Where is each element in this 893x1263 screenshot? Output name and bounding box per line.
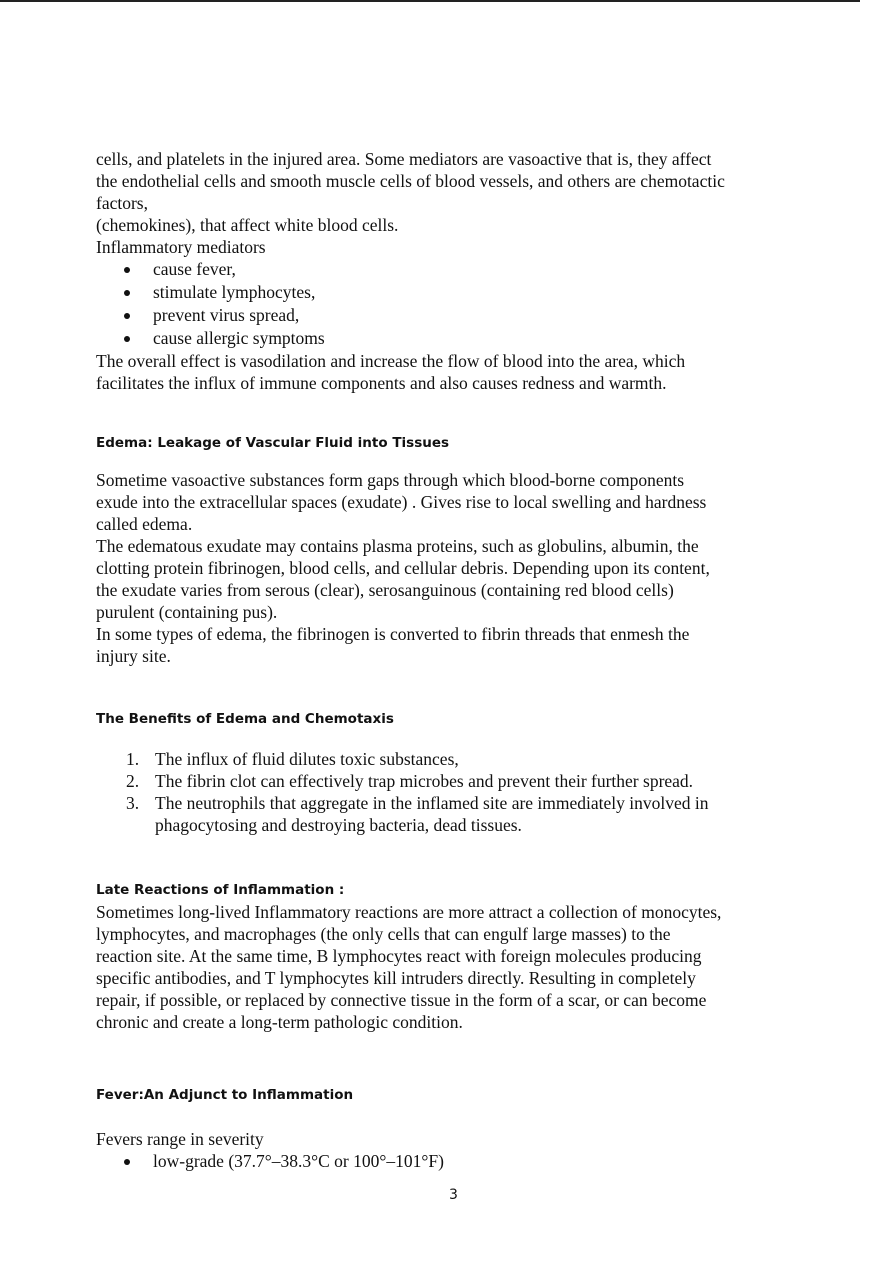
list-item [96, 304, 816, 327]
edema-line: exude into the extracellular spaces (exudate) . Gives rise to local swelling and hardness [96, 492, 707, 512]
intro-section [96, 148, 816, 394]
late-reactions-section [96, 901, 816, 1033]
list-item [96, 748, 816, 770]
intro-closing-line: The overall effect is vasodilation and increase the flow of blood into the area, which [96, 351, 686, 371]
list-item [96, 792, 816, 836]
edema-line: clotting protein fibrinogen, blood cells, and cellular debris. Depending upon its content, [96, 558, 710, 578]
bullet-icon [124, 336, 130, 342]
list-item-text: stimulate lymphocytes, [153, 282, 316, 302]
list-item-text: low-grade (37.7°–38.3°C or 100°–101°F) [153, 1151, 444, 1171]
edema-section [96, 469, 816, 667]
list-item-text: prevent virus spread, [153, 305, 300, 325]
bullet-icon [124, 290, 130, 296]
list-item [96, 327, 816, 350]
late-line: specific antibodies, and T lymphocytes kill intruders directly. Resulting in completely [96, 968, 696, 988]
late-line: lymphocytes, and macrophages (the only cells that can engulf large masses) to the [96, 924, 671, 944]
bullet-icon [124, 1159, 130, 1165]
list-item-text: cause fever, [153, 259, 236, 279]
intro-line: factors, [96, 193, 148, 213]
edema-line: called edema. [96, 514, 193, 534]
fever-section [96, 1128, 816, 1173]
intro-line: Inflammatory mediators [96, 237, 266, 257]
edema-heading: Edema: Leakage of Vascular Fluid into Tissues [96, 435, 450, 451]
intro-line: the endothelial cells and smooth muscle cells of blood vessels, and others are chemotactic [96, 171, 725, 191]
list-item-text: The neutrophils that aggregate in the inflamed site are immediately involved in [155, 793, 709, 813]
edema-line: In some types of edema, the fibrinogen is converted to fibrin threads that enmesh the [96, 624, 690, 644]
late-line: Sometimes long-lived Inflammatory reactions are more attract a collection of monocytes, [96, 902, 722, 922]
late-line: chronic and create a long-term pathologic condition. [96, 1012, 463, 1032]
intro-line: cells, and platelets in the injured area. Some mediators are vasoactive that is, they affect [96, 149, 712, 169]
bullet-icon [124, 313, 130, 319]
late-line: repair, if possible, or replaced by connective tissue in the form of a scar, or can become [96, 990, 707, 1010]
list-number: 2. [126, 771, 140, 791]
edema-line: injury site. [96, 646, 171, 666]
list-number: 3. [126, 793, 140, 813]
list-item-text: The fibrin clot can effectively trap microbes and prevent their further spread. [155, 771, 694, 791]
intro-line: (chemokines), that affect white blood cells. [96, 215, 399, 235]
list-number: 1. [126, 749, 140, 769]
list-item [96, 281, 816, 304]
page-number: 3 [449, 1187, 458, 1203]
list-item [96, 770, 816, 792]
fever-list [96, 1150, 816, 1173]
mediator-list [96, 258, 816, 350]
benefits-list [96, 748, 816, 836]
edema-line: Sometime vasoactive substances form gaps through which blood-borne components [96, 470, 685, 490]
benefits-section [96, 748, 816, 836]
benefits-heading: The Benefits of Edema and Chemotaxis [96, 711, 394, 727]
fever-heading: Fever:An Adjunct to Inflammation [96, 1087, 354, 1103]
edema-line: purulent (containing pus). [96, 602, 278, 622]
top-rule [0, 0, 860, 2]
edema-line: The edematous exudate may contains plasma proteins, such as globulins, albumin, the [96, 536, 699, 556]
bullet-icon [124, 267, 130, 273]
late-line: reaction site. At the same time, B lymphocytes react with foreign molecules producing [96, 946, 702, 966]
list-item [96, 1150, 816, 1173]
list-item-text: cause allergic symptoms [153, 328, 325, 348]
intro-closing-line: facilitates the influx of immune components and also causes redness and warmth. [96, 373, 667, 393]
edema-line: the exudate varies from serous (clear), serosanguinous (containing red blood cells) [96, 580, 674, 600]
list-item-text: phagocytosing and destroying bacteria, dead tissues. [155, 815, 522, 835]
late-reactions-heading: Late Reactions of Inflammation : [96, 882, 345, 898]
list-item [96, 258, 816, 281]
list-item-text: The influx of fluid dilutes toxic substances, [155, 749, 459, 769]
fever-intro: Fevers range in severity [96, 1129, 264, 1149]
